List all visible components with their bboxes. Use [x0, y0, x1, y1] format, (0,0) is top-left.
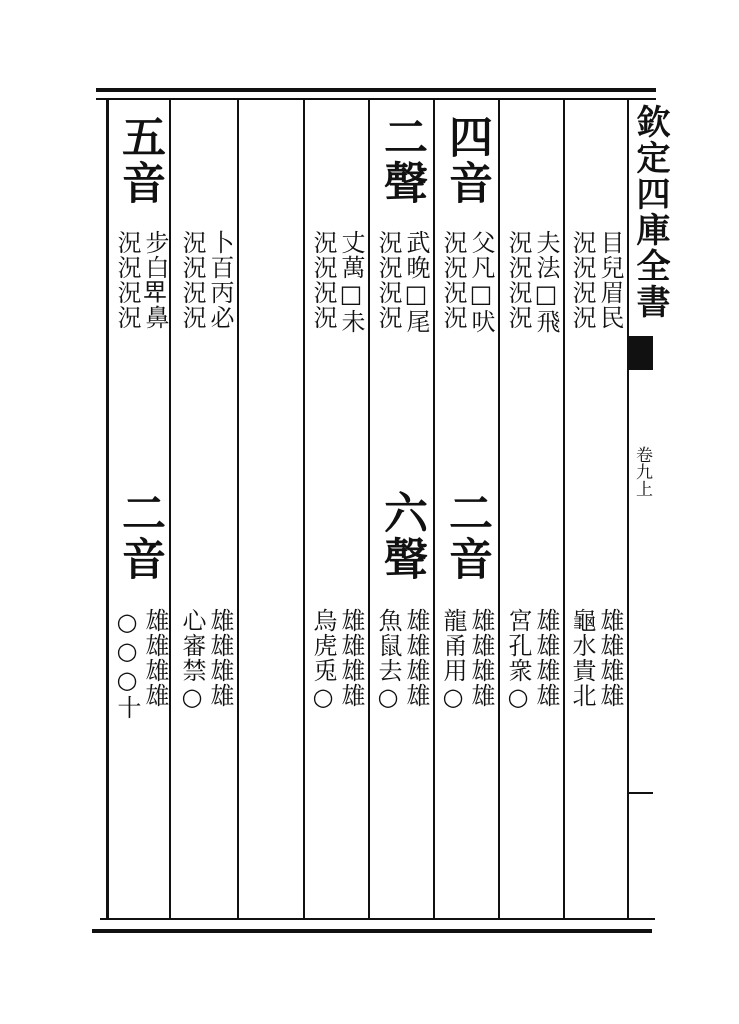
column-5-bottom-b: 烏虎兎○: [309, 608, 337, 712]
column-2-bottom-a: 雄雄雄雄: [532, 608, 560, 708]
column-2-bottom-b: 宮孔衆○: [504, 608, 532, 712]
bottom-border-thin: [100, 918, 655, 920]
column-divider: [627, 100, 629, 918]
column-4-bottom-a: 雄雄雄雄: [402, 608, 430, 708]
column-8-heading-bottom: 二音: [114, 490, 165, 582]
top-border-thin: [96, 98, 656, 100]
column-divider: [433, 100, 435, 918]
book-title: 欽定四庫全書: [630, 104, 670, 320]
column-8-heading-top: 五音: [114, 114, 165, 206]
column-4-heading-top: 二聲: [376, 114, 427, 206]
column-5-bottom-a: 雄雄雄雄: [337, 608, 365, 708]
column-7-bottom-b: 心審禁○: [178, 608, 206, 712]
left-border: [106, 98, 109, 920]
column-4-top-b: 況況況況: [374, 230, 402, 330]
column-1-bottom-a: 雄雄雄雄: [596, 608, 624, 708]
column-4-heading-bottom: 六聲: [376, 490, 427, 582]
top-border-thick: [96, 88, 656, 92]
column-4-top-a: 武晚□尾: [402, 230, 430, 334]
column-divider: [498, 100, 500, 918]
column-divider: [169, 100, 171, 918]
column-8-bottom-b: ○○○十: [113, 608, 141, 720]
column-3-bottom-b: 龍甬用○: [439, 608, 467, 712]
column-3-heading-top: 四音: [441, 114, 492, 206]
header-tick: [629, 792, 653, 794]
column-5-top-a: 丈萬□未: [337, 230, 365, 334]
bottom-border-thick: [92, 929, 652, 933]
column-divider: [303, 100, 305, 918]
column-2-top-a: 夫法□飛: [532, 230, 560, 334]
column-7-top-a: 卜百丙必: [206, 230, 234, 330]
column-5-top-b: 況況況況: [309, 230, 337, 330]
column-3-top-a: 父凡□吠: [467, 230, 495, 334]
column-8-top-b: 況況況況: [113, 230, 141, 330]
fish-tail-mark: [629, 336, 653, 370]
volume-label: 卷九上: [632, 446, 652, 497]
column-1-bottom-b: 龜水貴北: [568, 608, 596, 708]
column-8-bottom-a: 雄雄雄雄: [141, 608, 169, 708]
column-8-top-a: 步白𤰞鼻: [141, 230, 169, 330]
column-1-top-b: 況況況況: [568, 230, 596, 330]
column-3-bottom-a: 雄雄雄雄: [467, 608, 495, 708]
column-divider: [368, 100, 370, 918]
column-3-top-b: 況況況況: [439, 230, 467, 330]
column-3-heading-bottom: 二音: [441, 490, 492, 582]
column-7-top-b: 況況況況: [178, 230, 206, 330]
column-4-bottom-b: 魚鼠去○: [374, 608, 402, 712]
column-2-top-b: 況況況況: [504, 230, 532, 330]
column-divider: [237, 100, 239, 918]
column-divider: [563, 100, 565, 918]
column-1-top-a: 目兒眉民: [596, 230, 624, 330]
column-7-bottom-a: 雄雄雄雄: [206, 608, 234, 708]
